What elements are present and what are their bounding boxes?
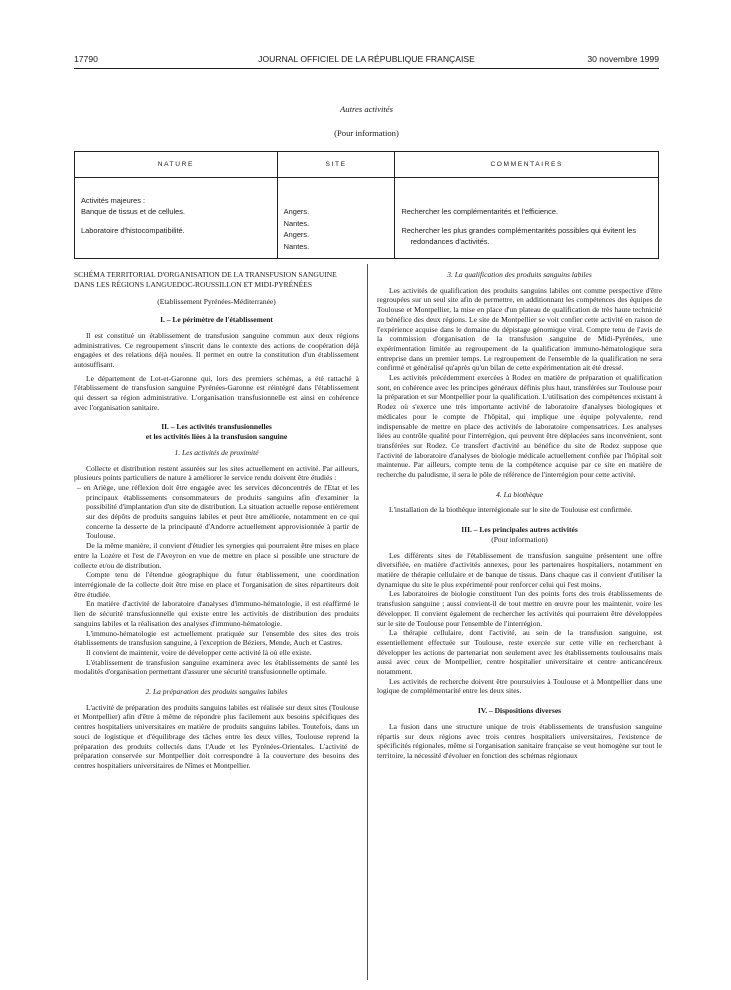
section-4-heading: IV. – Dispositions diverses [477,706,562,716]
column-header-nature: NATURE [75,152,278,178]
paragraph: Il est constitué un établissement de transfusion sanguine commun aux deux régions administratives. Ce regroupement s'inscrit dans le contexte des actions de coopération déjà engagées et des relations déjà nouées. Il permet en outre la constitution d'un établissement autosuffisant. [74,330,359,369]
paragraph: L'établissement de transfusion sanguine examinera avec les établissements de santé les modalités d'organisation permettant d'assurer une sécurité transfusionnelle optimale. [74,657,359,677]
table-row-site: Nantes. [283,241,310,251]
schema-title: SCHÉMA TERRITORIAL D'ORGANISATION DE LA TRANSFUSION SANGUINE DANS LES RÉGIONS LANGUEDOC-ROUSSILLON ET MIDI-PYRÉNÉES [74,270,337,289]
section-3-subtitle: (Pour information) [491,534,548,544]
subsection-heading: 2. La préparation des produits sanguins labiles [145,687,288,697]
table-row-site: Nantes. [283,218,310,228]
table-row-comment: Rechercher les complémentarités et l'efficience. [401,207,559,217]
paragraph: Les laboratoires de biologie constituent l'un des points forts des trois établissements de transfusion sanguine ; aussi convient-il de tout mettre en œuvre pour les maintenir, voire les développer. Il convient également de rechercher les activités qui pourraient être développées sur le site de Toulouse pour l'ensemble de l'interrégion. [377,589,662,628]
paragraph: Compte tenu de l'étendue géographique du futur établissement, une coordination interrégionale de la collecte doit être mise en place et l'organisation de sites répartiteurs doit être étudiée. [74,570,359,599]
journal-title: JOURNAL OFFICIEL DE LA RÉPUBLIQUE FRANÇAISE [258,54,475,64]
table-row-site: Angers. [283,230,310,240]
paragraph: Les activités de recherche doivent être poursuivies à Toulouse et à Montpellier dans une logique de complémentarité entre les deux sites. [377,676,662,696]
nature-cell [75,178,278,259]
publication-date: 30 novembre 1999 [587,54,659,64]
paragraph: Le département de Lot-et-Garonne qui, lors des premiers schémas, a été rattaché à l'établissement de transfusion sanguine Pyrénées-Garonne est réintégré dans l'établissement qui dessert sa région administrative. L'organisation transfusionnelle est ainsi en cohérence avec l'organisation sanitaire. [74,373,359,412]
right-column [377,270,662,761]
section-2-heading-line-2: et les activités liées à la transfusion sanguine [145,432,288,442]
paragraph: Les activités précédemment exercées à Rodez en matière de préparation et qualification sont, en cohérence avec les principes généraux définis plus haut, transférées sur Toulouse pour la préparation et sur Montpellier pour la qualification. L'utilisation des compétences existant à Rodez où s'exerce une très importante activité de laboratoire d'analyses biologiques et médicales pour le compte de l'hôpital, qui implique une équipe polyvalente, rend indispensable de mettre en place des activités de laboratoire compensatrices. Les analyses liées au contrôle qualité pour l'interrégion, qui peuvent être déplacées sans inconvénient, sont transférées sur Rodez. Ce transfert d'activité au bénéfice du site de Rodez suppose que l'activité de laboratoire d'analyses de biologie médicale actuellement confiée par l'hôpital soit maintenue. Par ailleurs, compte tenu de la compétence acquise par ce site en matière de recherche du paludisme, il sera le pôle de référence de l'interrégion pour cette activité. [377,373,662,480]
paragraph: L'installation de la biothèque interrégionale sur le site de Toulouse est confirmée. [389,505,633,515]
site-cell [277,178,395,259]
subsection-heading: 1. Les activités de proximité [174,447,259,457]
establishment-name: (Etablissement Pyrénées-Méditerranée) [157,297,276,307]
table-intro: Activités majeures : [81,196,146,205]
paragraph: Les différents sites de l'établissement de transfusion sanguine présentent une offre diversifiée, en matière d'activités annexes, pour les partenaires hospitaliers, notamment en matière de thérapie cellulaire et de banque de tissus. Dans chaque cas il convient d'utiliser la dynamique du site le plus expérimenté pour renforcer celui qui l'est moins. [377,550,662,589]
paragraph: La thérapie cellulaire, dont l'activité, au sein de la transfusion sanguine, est essentiellement effectuée sur Toulouse, reste exercée sur cette ville en recherchant à développer les actions de partenariat non seulement avec les établissements toulousains mais aussi avec ceux de Montpellier, centre hospitalier universitaire et centre anticancéreux notamment. [377,628,662,677]
header-rule [74,68,659,69]
paragraph: Collecte et distribution restent assurées sur les sites actuellement en activité. Par ailleurs, plusieurs points particuliers de nature à améliorer le service rendu doivent être étudiés : [74,463,359,483]
running-header [74,54,659,68]
left-column [74,270,359,771]
paragraph: De la même manière, il convient d'étudier les synergies qui pourraient être mises en place entre la Lozère et l'est de l'Aveyron en vue de mettre en place si possible une structure de collecte et/ou de distribution. [74,541,359,570]
section-1-heading: I. – Le périmètre de l'établissement [160,315,273,325]
column-header-comments: COMMENTAIRES [395,152,659,178]
paragraph: Il convient de maintenir, voire de développer cette activité là où elle existe. [86,647,312,657]
other-activities-title: Autres activités [340,104,393,114]
column-divider [367,264,368,980]
table-header-row [75,152,659,178]
subsection-heading: 3. La qualification des produits sanguins labiles [447,270,592,279]
page-number: 17790 [74,54,98,64]
bullet-item: – en Ariège, une réflexion doit être engagée avec les services déconcentrés de l'Etat et les principaux établissements consommateurs de produits sanguins afin d'examiner la possibilité d'implantation d'un site de distribution. La situation actuelle repose entièrement sur des dépôts de produits sanguins labiles et peut être améliorée, notamment en ce qui concerne la desserte de la principauté d'Andorre actuellement approvisionnée à partir de Toulouse. [77,482,359,541]
comments-cell [395,178,659,259]
section-3-heading: III. – Les principales autres activités [461,525,578,535]
paragraph: La fusion dans une structure unique de trois établissements de transfusion sanguine répartis sur deux régions avec trois centres hospitaliers universitaires, l'existence de spécificités régionales, même si l'organisation sanitaire française se veut homogène sur tout le territoire, la nécessité d'évoluer en fonction des schémas régionaux [377,721,662,760]
table-row-comment: Rechercher les plus grandes complémentarités possibles qui évitent les redondances d'activités. [401,225,637,247]
paragraph: L'activité de préparation des produits sanguins labiles est réalisée sur deux sites (Toulouse et Montpellier) afin d'être à même de répondre plus facilement aux besoins spécifiques des centres hospitaliers universitaires en matière de produits sanguins labiles. Toutefois, dans un souci de logistique et d'équilibrage des tâches entre les deux villes, Toulouse reprend la préparation des produits collectés dans l'Aude et les Pyrénées-Orientales. L'activité de préparation conservée sur Montpellier doit correspondre à la couverture des besoins des centres hospitaliers universitaires de Nîmes et Montpellier. [74,702,359,770]
paragraph: En matière d'activité de laboratoire d'analyses d'immuno-hématologie, il est réaffirmé le lien de sécurité transfusionnelle qui existe entre les activités de distribution des produits sanguins labiles et la réalisation des analyses d'immuno-hématologie. [74,599,359,628]
subsection-heading: 4. La biothèque [496,489,543,499]
table-row-nature: Banque de tissus et de cellules. [81,207,185,217]
other-activities-subtitle: (Pour information) [334,128,399,138]
table-body-row [75,178,659,259]
paragraph: L'immuno-hématologie est actuellement pratiquée sur l'ensemble des sites des trois établissements de transfusion sanguine, à l'exception de Béziers, Mende, Auch et Castres. [74,628,359,648]
table-row-site: Angers. [283,207,310,217]
paragraph: Les activités de qualification des produits sanguins labiles ont comme perspective d'être regroupées sur un seul site afin de permettre, en additionnant les compétences des équipes de Toulouse et Montpellier, la mise en place d'un plateau de qualification de très haute technicité au bénéfice des deux régions. Le site de Montpellier se voit confier cette activité en raison de l'expérience acquise dans le domaine du dépistage génomique viral. Compte tenu de l'avis de la commission d'organisation de la transfusion sanguine de Midi-Pyrénées, une expérimentation limitée au regroupement de la qualification immuno-hématologique sera entreprise dans un premier temps. Le regroupement de l'ensemble de la qualification ne sera confirmé et généralisé qu'après qu'un bilan de cette expérimentation ait été dressé. [377,285,662,373]
table-row-nature: Laboratoire d'histocompatibilité. [81,225,185,235]
column-header-site: SITE [277,152,395,178]
other-activities-table [74,151,659,259]
section-2-heading: II. – Les activités transfusionnelles [161,422,272,432]
